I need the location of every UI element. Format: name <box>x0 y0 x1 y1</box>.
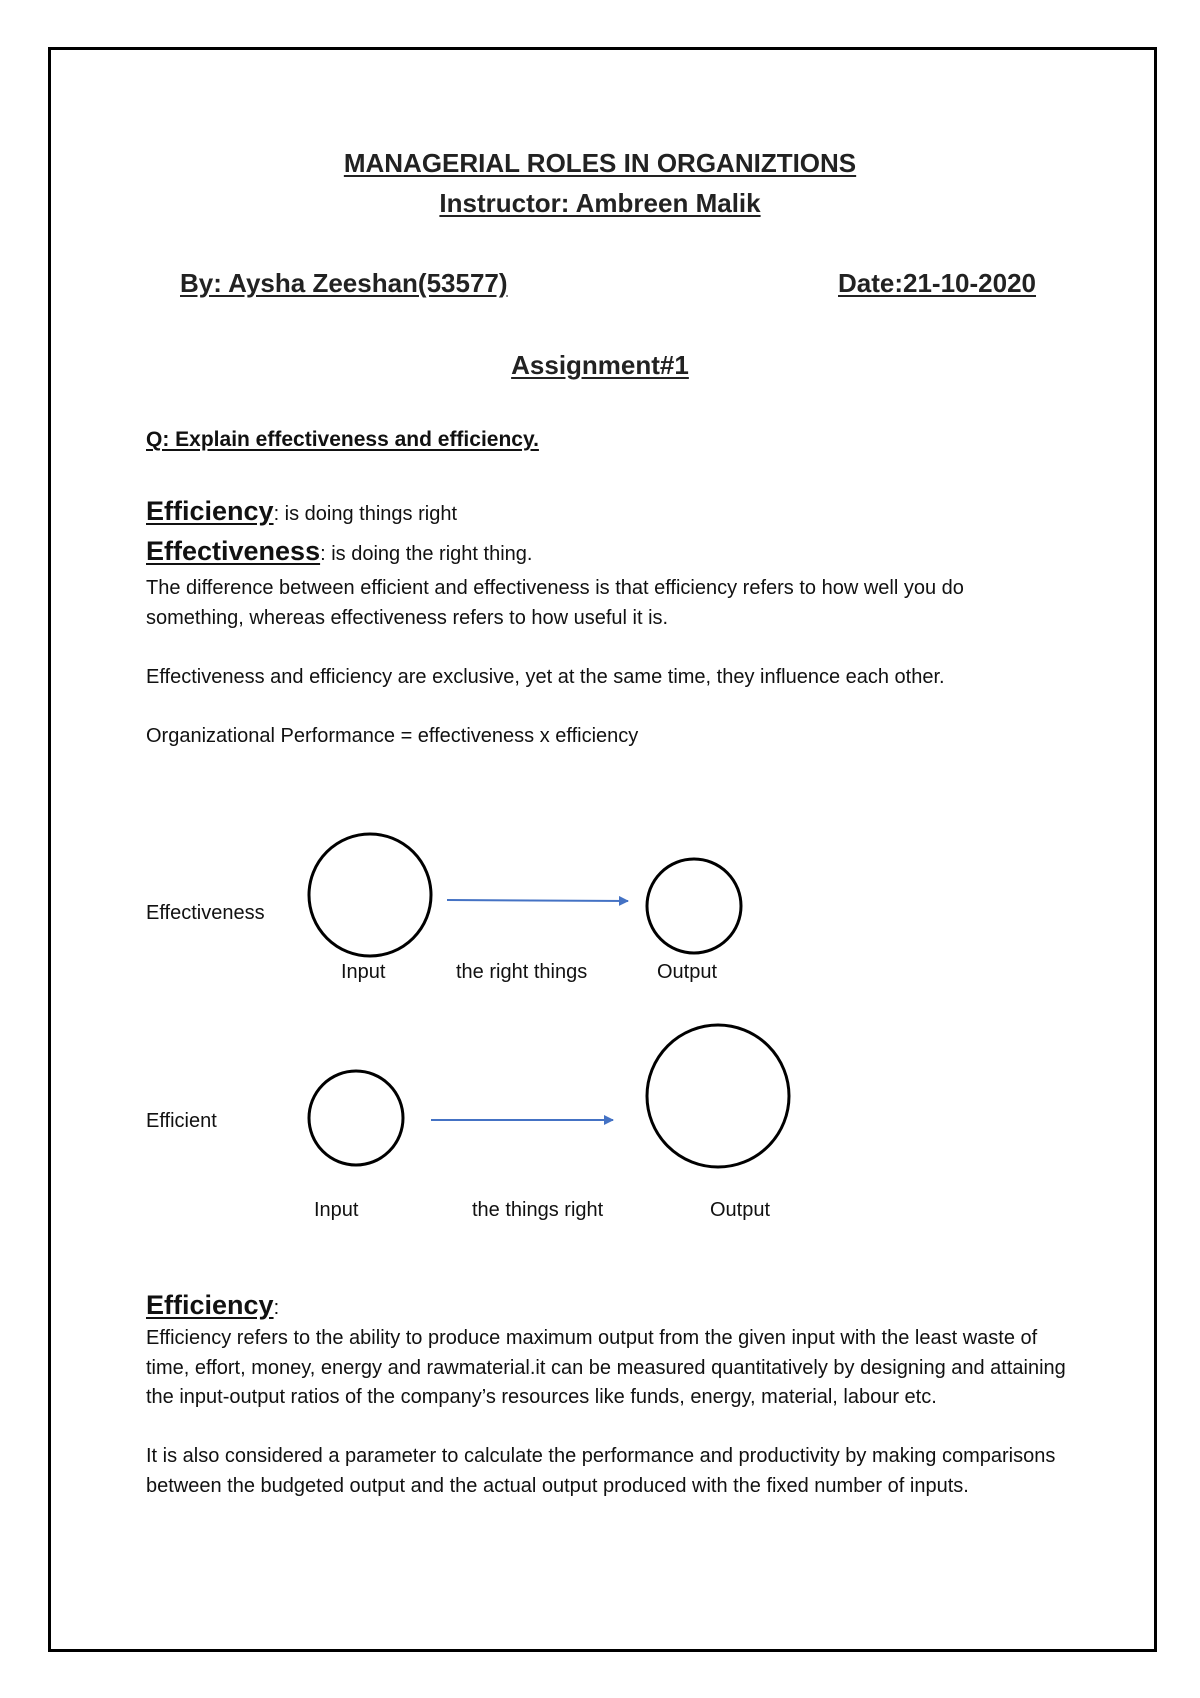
efficient-output-label: Output <box>710 1199 771 1221</box>
effectiveness-input-label: Input <box>341 961 386 983</box>
efficiency-paragraph-2: It is also considered a parameter to calculate the performance and productivity by making comparisons between the budgeted output and the actual output produced with the fixed number of inputs. <box>146 1445 1056 1497</box>
efficient-input-label: Input <box>314 1199 359 1221</box>
effectiveness-arrow <box>447 900 628 901</box>
efficiency-section-colon: : <box>273 1297 280 1319</box>
effectiveness-output-label: Output <box>657 961 718 983</box>
formula-line: Organizational Performance = effectiveness x efficiency <box>146 725 639 747</box>
assignment-title: Assignment#1 <box>511 350 689 380</box>
efficiency-term: Efficiency <box>146 496 274 526</box>
efficient-arrow-label: the things right <box>472 1199 604 1221</box>
difference-paragraph: The difference between efficient and effectiveness is that efficiency refers to how well you do something, whereas effectiveness refers to how useful it is. <box>146 577 964 629</box>
effectiveness-definition-text: : is doing the right thing. <box>320 543 533 565</box>
exclusive-paragraph: Effectiveness and efficiency are exclusive, yet at the same time, they influence each other. <box>146 666 945 688</box>
author-line: By: Aysha Zeeshan(53577) <box>180 268 508 298</box>
efficiency-paragraph-1: Efficiency refers to the ability to produce maximum output from the given input with the least waste of time, effort, money, energy and rawmaterial.it can be measured quantitatively by designing and attaining the input-output ratios of the company’s resources like funds, energy, material, labour etc. <box>146 1327 1066 1408</box>
effectiveness-row-label: Effectiveness <box>146 902 265 924</box>
efficiency-definition-text: : is doing things right <box>273 503 457 525</box>
effectiveness-output-circle <box>647 859 741 953</box>
effectiveness-term: Effectiveness <box>146 536 321 566</box>
effectiveness-arrow-label: the right things <box>456 961 588 983</box>
efficient-input-circle <box>309 1071 403 1165</box>
efficiency-section-term: Efficiency <box>146 1290 274 1320</box>
date-line: Date:21-10-2020 <box>838 268 1037 298</box>
question-heading: Q: Explain effectiveness and efficiency. <box>146 428 539 451</box>
efficient-row-label: Efficient <box>146 1110 217 1132</box>
effectiveness-input-circle <box>309 834 431 956</box>
efficient-output-circle <box>647 1025 789 1167</box>
instructor-line: Instructor: Ambreen Malik <box>439 188 761 218</box>
efficiency-section-heading <box>146 1290 279 1324</box>
document-title: MANAGERIAL ROLES IN ORGANIZTIONS <box>343 148 857 178</box>
